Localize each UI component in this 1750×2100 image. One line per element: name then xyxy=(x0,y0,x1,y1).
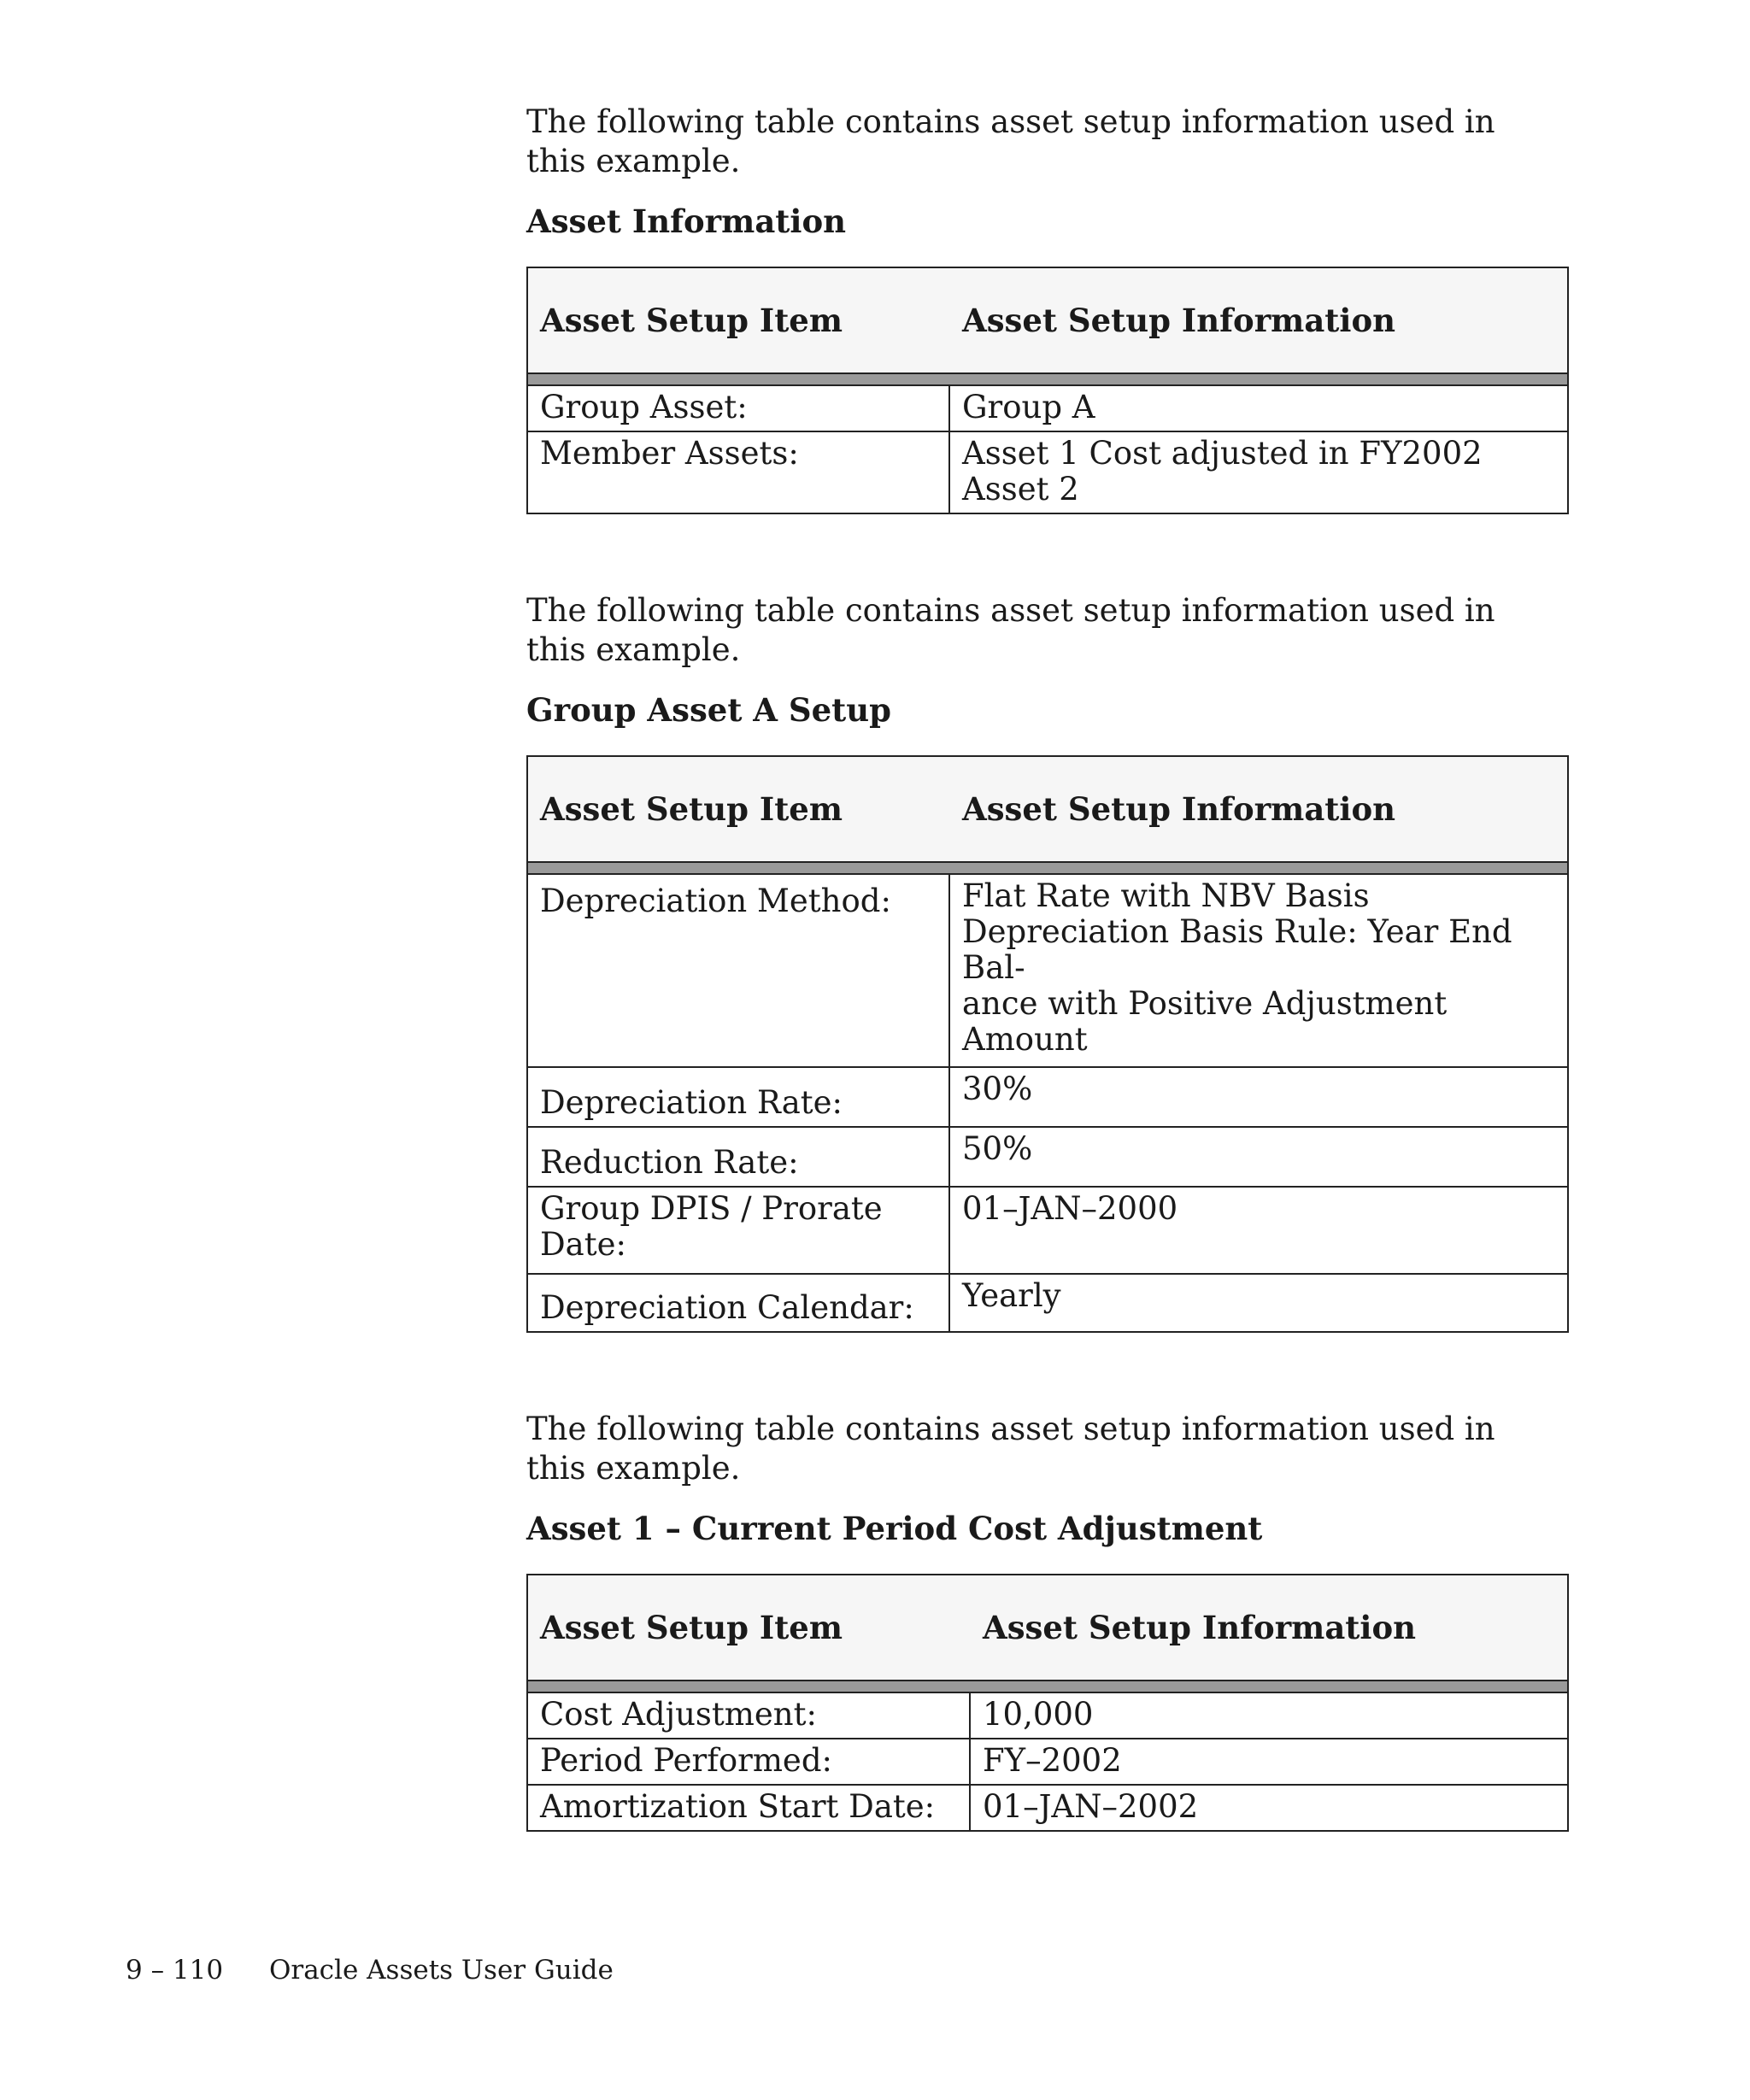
table-row xyxy=(527,1187,1568,1274)
row-info xyxy=(949,874,1568,1067)
table-row xyxy=(527,431,1568,513)
header-rule xyxy=(526,1681,1569,1692)
section-asset-1-cost-adjustment xyxy=(526,1410,1569,1832)
row-item: Period Performed: xyxy=(527,1739,970,1785)
row-info xyxy=(970,1739,1568,1785)
column-header-item: Asset Setup Item xyxy=(540,790,843,828)
table-header xyxy=(526,1574,1569,1681)
row-item: Group DPIS / Prorate Date: xyxy=(527,1187,949,1274)
page-footer xyxy=(126,1955,614,1986)
info-line: ance with Positive Adjustment Amount xyxy=(962,985,1448,1058)
info-line: FY–2002 xyxy=(983,1742,1122,1779)
info-line: Flat Rate with NBV Basis xyxy=(962,877,1370,914)
table-caption: Asset 1 – Current Period Cost Adjustment xyxy=(526,1510,1263,1547)
table-header xyxy=(526,267,1569,374)
document-body xyxy=(526,103,1569,1909)
table-header xyxy=(526,755,1569,863)
row-item: Depreciation Method: xyxy=(527,874,949,1067)
info-line: 01–JAN–2002 xyxy=(983,1788,1199,1825)
table-row xyxy=(527,1785,1568,1831)
row-info xyxy=(949,1187,1568,1274)
table-row xyxy=(527,1739,1568,1785)
info-line: Asset 1 Cost adjusted in FY2002 xyxy=(962,435,1483,472)
row-info xyxy=(970,1692,1568,1739)
column-header-item: Asset Setup Item xyxy=(540,302,843,339)
section-asset-information xyxy=(526,103,1569,514)
row-item: Depreciation Rate: xyxy=(527,1067,949,1127)
row-item: Amortization Start Date: xyxy=(527,1785,970,1831)
section-intro: The following table contains asset setup information used in this example. xyxy=(526,103,1495,179)
table-row xyxy=(527,385,1568,431)
table-row xyxy=(527,1127,1568,1187)
info-line: Depreciation Basis Rule: Year End Bal- xyxy=(962,913,1512,986)
table-row xyxy=(527,1067,1568,1127)
cost-adjustment-table xyxy=(526,1692,1569,1832)
table-row xyxy=(527,1274,1568,1332)
column-header-item: Asset Setup Item xyxy=(540,1609,843,1646)
row-info xyxy=(949,1067,1568,1127)
row-info xyxy=(949,385,1568,431)
row-info xyxy=(949,1274,1568,1332)
row-item: Reduction Rate: xyxy=(527,1127,949,1187)
info-line: 30% xyxy=(962,1071,1033,1107)
group-asset-setup-table xyxy=(526,873,1569,1333)
column-header-info: Asset Setup Information xyxy=(962,302,1396,339)
header-rule xyxy=(526,863,1569,873)
row-item: Group Asset: xyxy=(527,385,949,431)
table-row xyxy=(527,874,1568,1067)
row-item: Depreciation Calendar: xyxy=(527,1274,949,1332)
header-rule xyxy=(526,374,1569,384)
row-item: Member Assets: xyxy=(527,431,949,513)
info-line: 10,000 xyxy=(983,1696,1094,1733)
book-title: Oracle Assets User Guide xyxy=(268,1955,614,1986)
asset-information-table xyxy=(526,384,1569,514)
row-info xyxy=(949,431,1568,513)
info-line: Yearly xyxy=(962,1277,1061,1314)
row-info xyxy=(970,1785,1568,1831)
section-group-asset-a-setup xyxy=(526,591,1569,1333)
column-header-info: Asset Setup Information xyxy=(983,1609,1417,1646)
table-row xyxy=(527,1692,1568,1739)
info-line: 50% xyxy=(962,1130,1033,1167)
table-caption: Group Asset A Setup xyxy=(526,691,892,729)
table-caption: Asset Information xyxy=(526,202,847,240)
page-number: 9 – 110 xyxy=(126,1955,224,1986)
row-info xyxy=(949,1127,1568,1187)
section-intro: The following table contains asset setup information used in this example. xyxy=(526,592,1495,668)
info-line: Group A xyxy=(962,389,1095,425)
section-intro: The following table contains asset setup information used in this example. xyxy=(526,1411,1495,1487)
info-line: 01–JAN–2000 xyxy=(962,1190,1178,1227)
row-item: Cost Adjustment: xyxy=(527,1692,970,1739)
info-line: Asset 2 xyxy=(962,471,1079,507)
column-header-info: Asset Setup Information xyxy=(962,790,1396,828)
